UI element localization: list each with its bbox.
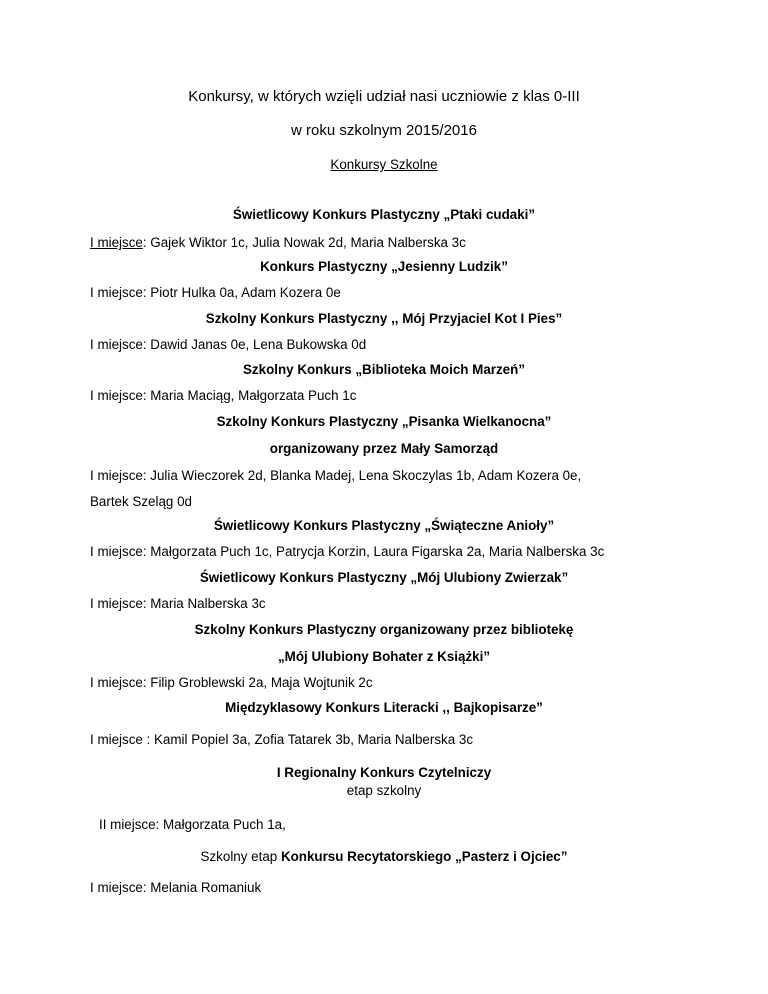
- contest-result: I miejsce: Piotr Hulka 0a, Adam Kozera 0e: [90, 285, 341, 300]
- contest-title: [0, 849, 768, 865]
- contest-title: Świetlicowy Konkurs Plastyczny „Ptaki cudaki”: [232, 207, 536, 222]
- contest-result: I miejsce: Maria Nalberska 3c: [90, 596, 266, 611]
- result-text: : Gajek Wiktor 1c, Julia Nowak 2d, Maria Nalberska 3c: [142, 235, 466, 250]
- contest-result: I miejsce: Julia Wieczorek 2d, Blanka Madej, Lena Skoczylas 1b, Adam Kozera 0e,: [90, 468, 582, 483]
- contest-result: I miejsce: Dawid Janas 0e, Lena Bukowska 0d: [90, 337, 367, 352]
- contest-result: II miejsce: Małgorzata Puch 1a,: [99, 817, 286, 832]
- contest-title: Szkolny Konkurs „Biblioteka Moich Marzeń”: [243, 362, 525, 377]
- document-title: Konkursy, w których wzięli udział nasi uczniowie z klas 0-III: [188, 88, 580, 105]
- contest-title: Szkolny Konkurs Plastyczny ,, Mój Przyjaciel Kot I Pies”: [205, 311, 563, 326]
- contest-subtitle: etap szkolny: [346, 783, 422, 798]
- contest-result: [90, 235, 466, 251]
- contest-result: I miejsce: Maria Maciąg, Małgorzata Puch 1c: [90, 388, 357, 403]
- contest-title: I Regionalny Konkurs Czytelniczy: [276, 765, 492, 780]
- contest-title: Szkolny Konkurs Plastyczny „Pisanka Wielkanocna”: [216, 414, 552, 429]
- contest-title: Szkolny Konkurs Plastyczny organizowany przez bibliotekę: [194, 622, 574, 637]
- contest-result: I miejsce: Filip Groblewski 2a, Maja Wojtunik 2c: [90, 675, 373, 690]
- result-label: I miejsce: [90, 235, 143, 250]
- contest-result: I miejsce: Małgorzata Puch 1c, Patrycja Korzin, Laura Figarska 2a, Maria Nalberska 3c: [90, 544, 605, 559]
- document-subtitle: w roku szkolnym 2015/2016: [291, 122, 477, 139]
- section-heading: Konkursy Szkolne: [330, 157, 438, 172]
- contest-result: I miejsce : Kamil Popiel 3a, Zofia Tatarek 3b, Maria Nalberska 3c: [90, 732, 474, 747]
- contest-title: Konkurs Plastyczny „Jesienny Ludzik”: [260, 259, 508, 274]
- contest-title: Międzyklasowy Konkurs Literacki ,, Bajkopisarze”: [225, 700, 543, 715]
- contest-result: I miejsce: Melania Romaniuk: [90, 880, 262, 895]
- contest-title-name: Konkursu Recytatorskiego „Pasterz i Ojciec”: [280, 849, 568, 864]
- contest-title: Świetlicowy Konkurs Plastyczny „Świąteczne Anioły”: [213, 518, 555, 533]
- contest-title-cont: organizowany przez Mały Samorząd: [269, 441, 499, 456]
- contest-title-prefix: Szkolny etap: [200, 849, 281, 864]
- contest-title-cont: „Mój Ulubiony Bohater z Książki”: [277, 649, 491, 664]
- contest-title: Świetlicowy Konkurs Plastyczny „Mój Ulubiony Zwierzak”: [199, 570, 569, 585]
- contest-result-cont: Bartek Szeląg 0d: [90, 494, 192, 509]
